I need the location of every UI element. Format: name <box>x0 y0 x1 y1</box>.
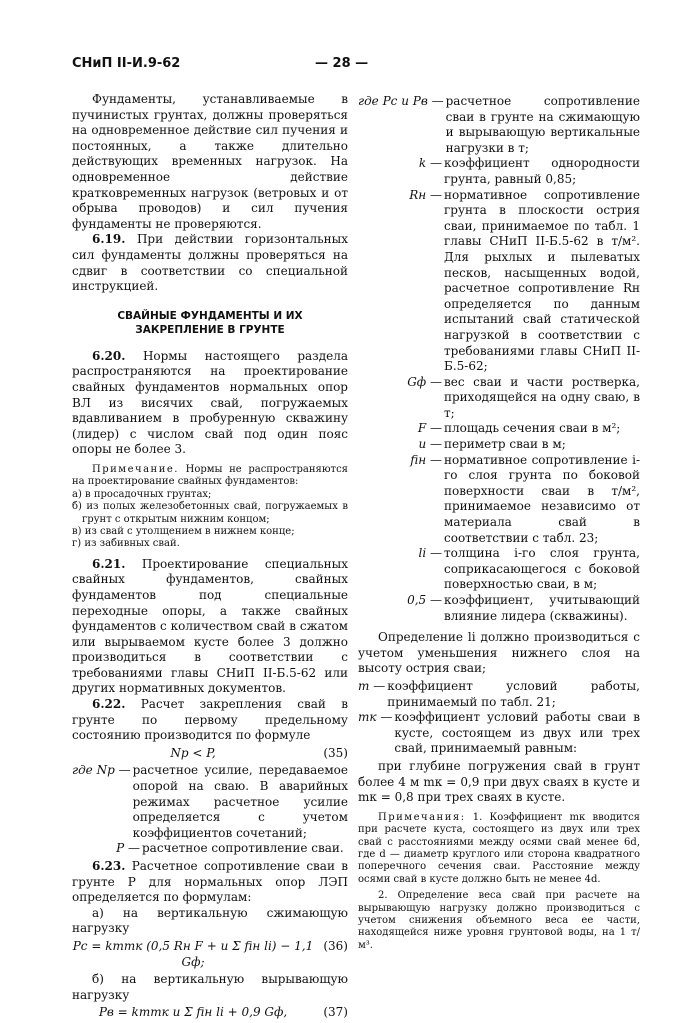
clause-text: Расчет закрепления свай в грунте по первому предельному состоянию производится по формуле <box>72 697 348 743</box>
formula-number: (35) <box>323 745 348 760</box>
paragraph-frost-heave: Фундаменты, устанавливаемые в пучинистых грунтах, должны проверяться на одновременное действие сил пучения и постоянных, а также длительно действующих временных нагрузок. На одновременное действие кратковременных нагрузок (ветровых и от обрыва проводов) и сил пучения фундаменты не проверяются. <box>72 92 348 231</box>
formula-number: (37) <box>323 1005 348 1020</box>
paragraph-6-21 <box>72 557 348 697</box>
paragraph-6-23 <box>72 859 348 906</box>
definition-symbol: m — <box>358 678 386 693</box>
definition-text: расчетное сопротивление сваи в грунте на сжимающую и вырывающую вертикальные нагрузки в т; <box>445 94 640 155</box>
paragraph-6-19 <box>72 232 348 294</box>
definition-symbol: 0,5 — <box>407 593 442 607</box>
paragraph-6-22 <box>72 697 348 744</box>
document-code: СНиП II-И.9-62 <box>72 56 181 71</box>
definition-text: коэффициент однородности грунта, равный 0,85; <box>444 156 640 186</box>
definition-text: расчетное усилие, передаваемое опорой на сваю. В аварийных режимах расчетное усилие определяется с учетом коэффициентов сочетаний; <box>132 763 348 840</box>
definition-symbol: u — <box>418 437 442 452</box>
definition-symbol: P — <box>116 841 140 856</box>
notes-block <box>358 812 640 952</box>
note-2: 2. Определение веса свай при расчете на вырывающую нагрузку должно производиться с учетом снижения объемного веса ее части, находящейся ниже уровня грунтовой воды, на 1 т/м³. <box>358 890 640 951</box>
clause-number: 6.19. <box>92 232 126 247</box>
definition-row <box>358 375 640 422</box>
formula-35 <box>72 746 348 762</box>
definition-text: коэффициент условий работы сваи в кусте, состоящем из двух или трех свай, принимаемый равным: <box>394 710 640 756</box>
case-a-label: а) на вертикальную сжимающую нагрузку <box>72 905 348 936</box>
definition-symbol: Gф — <box>407 374 442 389</box>
case-b-label: б) на вертикальную вырывающую нагрузку <box>72 972 348 1002</box>
formula-36 <box>72 939 348 970</box>
definition-symbol: Rн — <box>409 187 442 202</box>
formula-expression: Pв = kmmк u Σ fiн li + 0,9 Gф, <box>98 1005 288 1020</box>
definition-row <box>358 421 640 437</box>
definitions-35 <box>72 763 348 857</box>
paragraph-6-20 <box>72 349 348 458</box>
definition-row <box>358 679 640 710</box>
definition-row <box>358 453 640 547</box>
clause-number: 6.23. <box>92 859 126 873</box>
clause-number: 6.21. <box>92 556 126 571</box>
definition-row <box>358 593 640 624</box>
definition-row <box>358 437 640 453</box>
note-text: Нормы не распространяются на проектирование свайных фундаментов: <box>72 463 348 488</box>
formula-expression: Nр < P, <box>170 745 216 760</box>
definition-row <box>358 546 640 593</box>
left-column <box>72 92 348 1023</box>
right-column <box>358 92 640 952</box>
definition-row <box>358 188 640 375</box>
note-label: Примечание. <box>92 463 179 475</box>
note-item: в) из свай с утолщением в нижнем конце; <box>72 525 295 537</box>
note-1: 1. Коэффициент mк вводится при расчете куста, состоящего из двух или трех свай с расстояниями между осями свай менее 6d, где d — диаметр круглого или сторона квадратного поперечного сечения сваи. Расстояние между осями свай в кусте должно быть не менее 4d. <box>358 811 640 885</box>
definition-row <box>72 763 348 841</box>
definition-row <box>72 841 348 857</box>
definition-symbol: li — <box>418 546 442 561</box>
definition-text: толщина i-го слоя грунта, соприкасающегося с боковой поверхностью сваи, в м; <box>444 546 640 592</box>
definition-symbol: F — <box>417 421 442 436</box>
definition-row <box>358 710 640 757</box>
definition-symbol: k — <box>418 156 442 171</box>
formula-37 <box>72 1005 348 1021</box>
definition-text: нормативное сопротивление грунта в плоскости острия сваи, принимаемое по табл. 1 главы СНиП II-Б.5-62 в т/м². Для рыхлых и пылеватых песков, насыщенных водой, расчетное сопротивление Rн определяется по данным испытаний свай статической нагрузкой в соответствии с требованиями главы СНиП II-Б.5-62; <box>444 187 640 374</box>
clause-text: Нормы настоящего раздела распространяются на проектирование свайных фундаментов нормальных опор ВЛ из висячих свай, погружаемых вдавливанием в пробуренную скважину (лидер) с числом свай под один пояс опоры не более 3. <box>72 348 348 457</box>
clause-text: При действии горизонтальных сил фундаменты должны проверяться на сдвиг в соответствии со специальной инструкцией. <box>72 232 348 294</box>
formula-expression: Pс = kmmк (0,5 Rн F + u Σ fiн li) − 1,1 Gф; <box>72 938 314 969</box>
definitions-36-37 <box>358 94 640 624</box>
definition-symbol: mк — <box>358 710 393 725</box>
definitions-m <box>358 679 640 757</box>
definition-symbol: fiн — <box>410 452 442 467</box>
clause-text: Расчетное сопротивление сваи в грунте P для нормальных опор ЛЭП определяется по формулам: <box>72 859 348 905</box>
definition-text: коэффициент, учитывающий влияние лидера (скважины). <box>444 593 640 623</box>
note-item: б) из полых железобетонных свай, погружаемых в грунт с открытым нижним концом; <box>72 501 348 525</box>
note-list <box>72 489 348 551</box>
formula-number: (36) <box>323 938 348 953</box>
note-item: а) в просадочных грунтах; <box>72 488 212 500</box>
definition-symbol: где Nр — <box>72 763 131 778</box>
note-block <box>72 464 348 551</box>
page-number: — 28 — <box>315 56 369 71</box>
clause-text: Проектирование специальных свайных фундаментов, свайных фундаментов под специальные переходные опоры, а также свайных фундаментов с количеством свай в сжатом или вырываемом кусте более 3 должно производиться в соответствии с требованиями главы СНиП II-Б.5-62 или других нормативных документов. <box>72 556 348 696</box>
notes-label: Примечания: <box>378 811 466 823</box>
paragraph-mk-values: при глубине погружения свай в грунт более 4 м mк = 0,9 при двух сваях в кусте и mк = 0,8 при трех сваях в кусте. <box>358 758 640 805</box>
note-item: г) из забивных свай. <box>72 538 180 550</box>
definition-text: нормативное сопротивление i-го слоя грунта по боковой поверхности сваи в т/м², принимаемое независимо от материала свай в соответствии с табл. 23; <box>444 452 640 545</box>
clause-number: 6.20. <box>92 348 126 363</box>
definition-symbol: где Pс и Pв — <box>358 94 444 108</box>
definition-text: вес сваи и части ростверка, приходящейся на одну сваю, в т; <box>444 374 640 420</box>
definition-text: площадь сечения сваи в м²; <box>444 421 621 436</box>
definition-text: расчетное сопротивление сваи. <box>142 841 344 856</box>
definition-row <box>358 156 640 187</box>
definition-text: периметр сваи в м; <box>444 437 566 452</box>
clause-number: 6.22. <box>92 697 126 712</box>
paragraph-li: Определение li должно производиться с учетом уменьшения нижнего слоя на высоту острия сваи; <box>358 630 640 676</box>
definition-row <box>358 94 640 156</box>
section-heading: СВАЙНЫЕ ФУНДАМЕНТЫ И ИХ ЗАКРЕПЛЕНИЕ В ГРУНТЕ <box>117 309 303 336</box>
definition-text: коэффициент условий работы, принимаемый по табл. 21; <box>387 678 640 709</box>
